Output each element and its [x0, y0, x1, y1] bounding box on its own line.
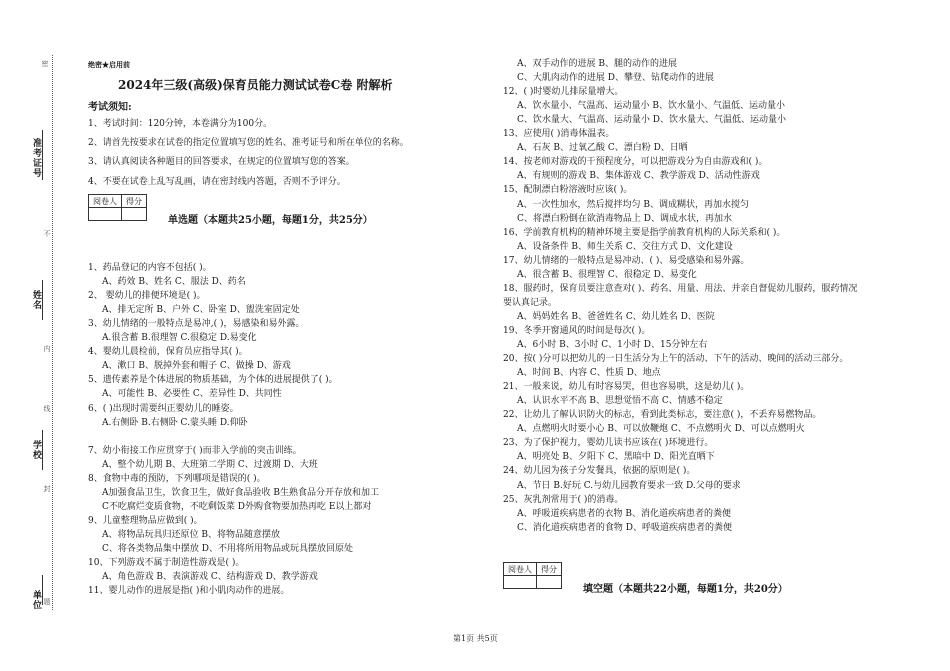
seal-marker: 密 [41, 60, 49, 67]
question-text: 要认真记录。 [503, 297, 558, 308]
question-text: 22、让幼儿了解认识防火的标志，看到此类标志，要注意( )，不丢弃易燃物品。 [503, 410, 822, 421]
answer-options: A.右侧卧 B.右侧卧 C.蒙头睡 D.仰卧 [102, 417, 248, 428]
answer-options: A、设备条件 B、师生关系 C、交往方式 D、文化建设 [517, 241, 733, 252]
answer-options: A、认识水平不高 B、思想觉悟不高 C、情感不稳定 [517, 396, 723, 407]
answer-options: C、将漂白粉倒在欲消毒物品上 D、调成水状，再加水 [517, 213, 732, 224]
notice-item: 4、不要在试卷上乱写乱画，请在密封线内答题，否则不予评分。 [88, 177, 346, 187]
answer-options: C、消化道疾病患者的食物 D、呼吸道疾病患者的粪便 [517, 522, 732, 533]
answer-options: C、饮水量大、气温高、运动量小 D、饮水量大、气温低、运动量小 [517, 115, 786, 126]
page-title: 2024年三级(高级)保育员能力测试试卷C卷 附解析 [118, 78, 393, 92]
score-cell: 得分 [122, 195, 147, 208]
question-text: 2、 婴幼儿的排便环境是( )。 [88, 291, 206, 302]
answer-options: C不吃腐烂变质食物，不吃剩饭菜 D外购食物要加热再吃 E以上都对 [102, 501, 372, 512]
reviewer-cell: 阅卷人 [89, 195, 122, 208]
answer-options: A、双手动作的进展 B、腿的动作的进展 [517, 59, 677, 69]
answer-options: A、妈妈姓名 B、爸爸姓名 C、幼儿姓名 D、医院 [517, 311, 715, 322]
question-text: 24、幼儿园为孩子分发餐具，依据的原则是( )。 [503, 466, 696, 477]
notice-item: 3、请认真阅读各种题目的回答要求，在规定的位置填写您的答案。 [88, 157, 355, 167]
page-footer: 第1页 共5页 [453, 634, 498, 643]
answer-options: C、大肌肉动作的进展 D、攀登、钻爬动作的进展 [517, 73, 714, 84]
answer-options: A、有规则的游戏 B、集体游戏 C、教学游戏 D、活动性游戏 [517, 171, 760, 182]
score-table [503, 562, 562, 589]
question-text: 20、按( )分可以把幼儿的一日生活分为上午的活动、下午的活动、晚间的活动三部分。 [503, 354, 849, 365]
question-text: 13、应使用( )消毒体温表。 [503, 129, 615, 140]
question-text: 18、服药时，保育员要注意查对( )、药名、用量、用法、并亲自督促幼儿服药，服药情况 [503, 283, 858, 294]
score-table [88, 194, 147, 221]
reviewer-input-cell[interactable] [504, 576, 537, 589]
reviewer-cell: 阅卷人 [504, 563, 537, 576]
question-text: 4、婴幼儿晨检前，保育员应指导其( )。 [88, 347, 248, 358]
seal-marker: 题 [43, 598, 51, 605]
score-cell: 得分 [537, 563, 562, 576]
seal-marker: 线 [43, 405, 51, 412]
answer-options: A、将物品玩具归还原位 B、将物品随意摆放 [102, 529, 280, 540]
question-text: 7、幼小衔接工作应贯穿于( )而非入学前的突击训练。 [88, 445, 302, 456]
question-text: 5、遗传素养是个体进展的物质基础，为个体的进展提供了( )。 [88, 375, 338, 386]
underline-unit [42, 575, 43, 605]
answer-options: A、石灰 B、过氧乙酸 C、漂白粉 D、日晒 [517, 143, 688, 154]
underline-school [42, 430, 43, 470]
question-text: 9、儿童整理物品应做到( )。 [88, 515, 203, 526]
question-text: 1、药品登记的内容不包括( )。 [88, 263, 212, 273]
section-title-single-choice: 单选题（本题共25小题，每题1分，共25分） [168, 215, 373, 226]
sidebar-label-unit: 单位 [31, 590, 41, 610]
question-text: 10、下列游戏不属于制造性游戏是( )。 [88, 558, 245, 569]
notice-heading: 考试须知: [88, 102, 132, 113]
sidebar-label-school: 学校 [31, 440, 41, 460]
answer-options: A、角色游戏 B、表演游戏 C、结构游戏 D、教学游戏 [102, 572, 318, 583]
answer-options: C、将各类物品集中摆放 D、不用将所用物品或玩具摆放回原处 [102, 544, 353, 554]
seal-marker: 内 [43, 345, 51, 352]
seal-marker: 封 [43, 485, 51, 492]
question-text: 17、幼儿情绪的一般特点是易冲动、( )、易受感染和易外露。 [503, 255, 750, 266]
answer-options: A、排无定所 B、户外 C、卧室 D、盥洗室固定处 [102, 305, 300, 316]
score-input-cell[interactable] [537, 576, 562, 589]
answer-options: A、节日 B.好玩 C.与幼儿园教育要求一致 D.父母的要求 [517, 480, 741, 491]
section-title-fill-in: 填空题（本题共22小题，每题1分，共20分） [583, 584, 788, 595]
question-text: 11、婴儿动作的进展是指( )和小肌肉动作的进展。 [88, 586, 290, 597]
notice-item: 2、请首先按要求在试卷的指定位置填写您的姓名、准考证号和所在单位的名称。 [88, 138, 409, 148]
score-input-cell[interactable] [122, 208, 147, 221]
question-text: 12、( )时婴幼儿排尿量增大。 [503, 87, 624, 98]
question-text: 25、灰乳剂常用于( )的消毒。 [503, 494, 624, 505]
answer-options: A、6小时 B、3小时 C、1小时 D、15分钟左右 [517, 340, 708, 350]
question-text: 16、学前教育机构的精神环境主要是指学前教育机构的人际关系和( )。 [503, 227, 786, 238]
answer-options: A、呼吸道疾病患者的衣物 B、消化道疾病患者的粪便 [517, 508, 731, 519]
answer-options: A、整个幼儿期 B、大班第二学期 C、过渡期 D、大班 [102, 459, 318, 470]
question-text: 19、冬季开窗通风的时间是每次( )。 [503, 325, 651, 336]
question-text: 21、一般来说，幼儿有时容易哭，但也容易哄，这是幼儿( )。 [503, 382, 750, 393]
question-text: 6、( )出现时需要纠正婴幼儿的睡姿。 [88, 403, 239, 414]
answer-options: A、明亮处 B、夕阳下 C、黑暗中 D、阳光直晒下 [517, 452, 715, 463]
seal-marker: 不 [43, 230, 51, 237]
question-text: 14、按老师对游戏的干预程度分，可以把游戏分为自由游戏和( )。 [503, 157, 768, 168]
answer-options: A、可能性 B、必要性 C、差异性 D、共同性 [102, 389, 282, 400]
answer-options: A、点燃明火时要小心 B、可以放鞭炮 C、不点燃明火 D、可以点燃明火 [517, 424, 805, 435]
question-text: 3、幼儿情绪的一般特点是易冲,( )，易感染和易外露。 [88, 319, 305, 330]
answer-options: A、药效 B、姓名 C、服法 D、药名 [102, 277, 246, 288]
answer-options: A、时间 B、内容 C、性质 D、地点 [517, 368, 661, 379]
answer-options: A加强食品卫生，饮食卫生，做好食品验收 B生熟食品分开存放和加工 [102, 487, 379, 498]
sidebar-label-name: 姓名 [31, 290, 41, 310]
underline-exam-number [42, 130, 43, 180]
reviewer-input-cell[interactable] [89, 208, 122, 221]
answer-options: A、很含蓄 B、很理智 C、很稳定 D、易变化 [517, 269, 697, 280]
binding-line [52, 55, 53, 610]
answer-options: A、漱口 B、脱掉外套和帽子 C、做操 D、游戏 [102, 361, 291, 372]
underline-name [42, 280, 43, 320]
question-text: 15、配制漂白粉溶液时应该( )。 [503, 185, 633, 196]
answer-options: A.很含蓄 B.很理智 C.很稳定 D.易变化 [102, 333, 257, 344]
question-text: 23、为了保护视力，婴幼儿读书应该在( )环境进行。 [503, 438, 714, 449]
answer-options: A、饮水量小、气温高、运动量小 B、饮水量小、气温低、运动量小 [517, 101, 785, 112]
sidebar-label-exam-number: 准考证号 [31, 138, 41, 178]
secret-mark: 绝密★启用前 [88, 60, 130, 69]
answer-options: A、一次性加水，然后搅拌均匀 B、调成糊状，再加水搅匀 [517, 199, 749, 210]
notice-item: 1、考试时间：120分钟，本卷满分为100分。 [88, 119, 273, 129]
question-text: 8、食物中毒的预防，下列哪项是错误的( )。 [88, 473, 266, 484]
